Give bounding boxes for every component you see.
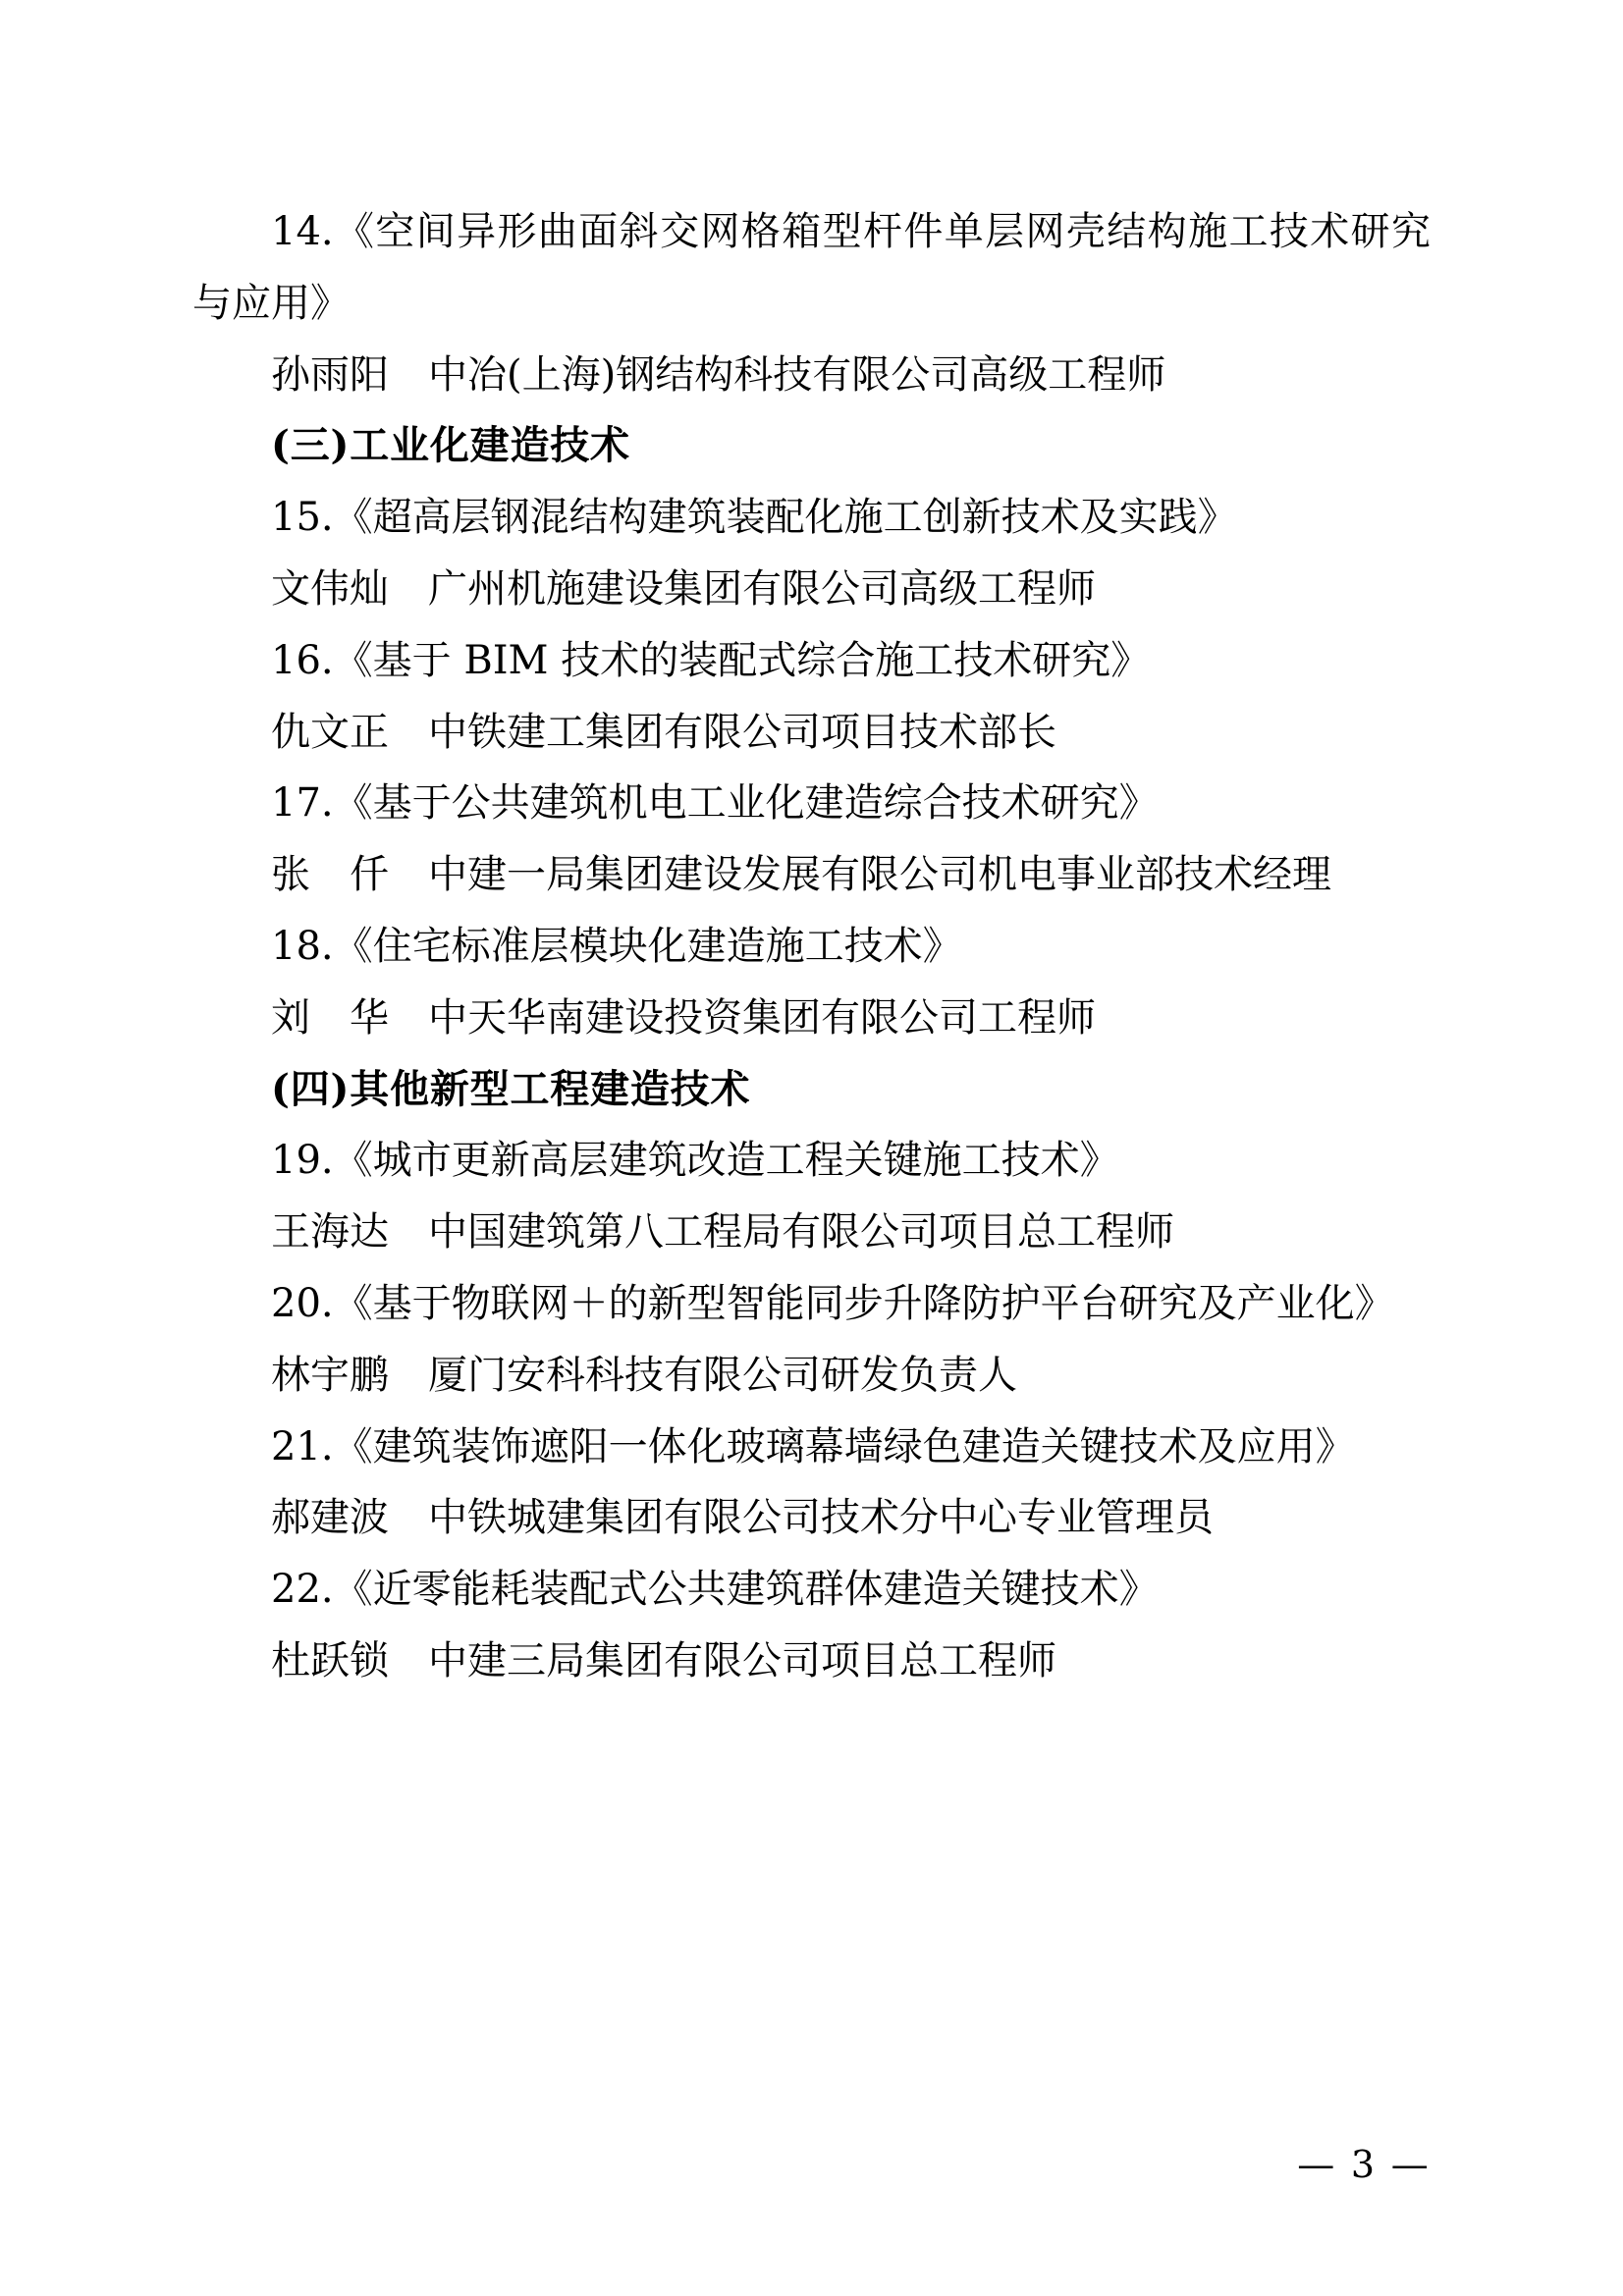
document-body [192, 196, 1431, 1697]
entry-title: 15.《超高层钢混结构建筑装配化施工创新技术及实践》 [271, 495, 1237, 541]
entry-title: 17.《基于公共建筑机电工业化建造综合技术研究》 [271, 780, 1159, 827]
entry-title: 16.《基于 BIM 技术的装配式综合施工技术研究》 [271, 637, 1151, 683]
entry-speaker: 杜跃锁 中建三局集团有限公司项目总工程师 [271, 1637, 1056, 1683]
section-heading: (四)其他新型工程建造技术 [271, 1065, 751, 1112]
entry-title: 20.《基于物联网＋的新型智能同步升降防护平台研究及产业化》 [271, 1280, 1394, 1326]
entry-speaker: 仇文正 中铁建工集团有限公司项目技术部长 [271, 709, 1056, 755]
entry-title: 22.《近零能耗装配式公共建筑群体建造关键技术》 [271, 1567, 1159, 1613]
entry-speaker: 文伟灿 广州机施建设集团有限公司高级工程师 [271, 565, 1096, 612]
entry-speaker: 郝建波 中铁城建集团有限公司技术分中心专业管理员 [271, 1495, 1214, 1541]
page-number: — 3 — [1297, 2143, 1431, 2186]
entry-title: 21.《建筑装饰遮阳一体化玻璃幕墙绿色建造关键技术及应用》 [271, 1423, 1355, 1469]
section-heading: (三)工业化建造技术 [271, 422, 630, 469]
entry-title: 14.《空间异形曲面斜交网格箱型杆件单层网壳结构施工技术研究与应用》 [192, 209, 1431, 326]
entry-speaker: 孙雨阳 中冶(上海)钢结构科技有限公司高级工程师 [271, 351, 1166, 398]
entry-title: 18.《住宅标准层模块化建造施工技术》 [271, 923, 962, 969]
entry-title: 19.《城市更新高层建筑改造工程关键施工技术》 [271, 1138, 1119, 1184]
entry-speaker: 张 仟 中建一局集团建设发展有限公司机电事业部技术经理 [271, 852, 1331, 898]
entry-speaker: 林宇鹏 厦门安科科技有限公司研发负责人 [271, 1352, 1017, 1398]
entry-speaker: 刘 华 中天华南建设投资集团有限公司工程师 [271, 994, 1096, 1041]
entry-speaker: 王海达 中国建筑第八工程局有限公司项目总工程师 [271, 1209, 1174, 1255]
